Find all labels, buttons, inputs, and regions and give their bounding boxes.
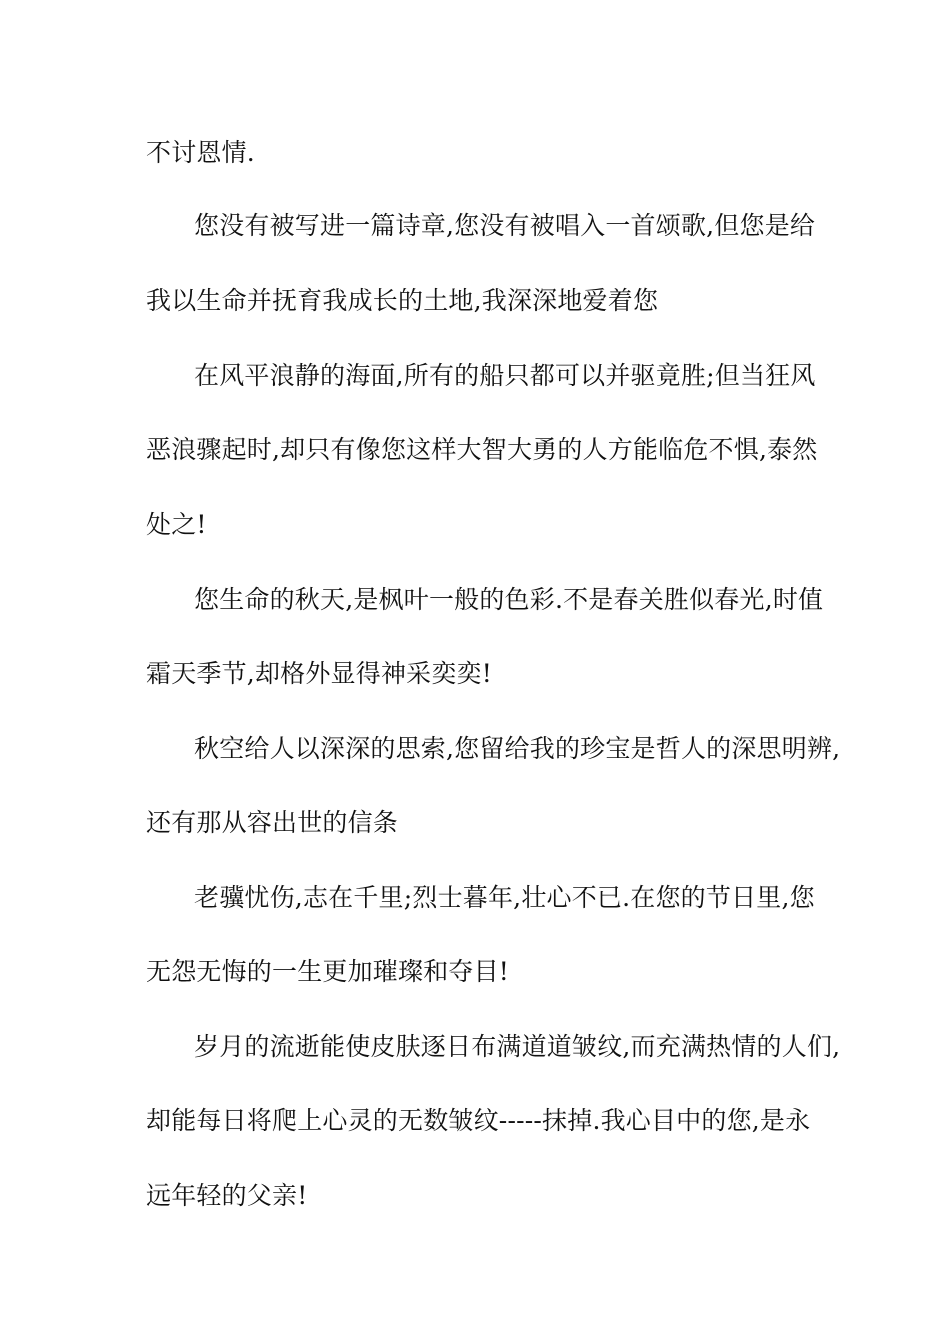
text-line-14: 却能每日将爬上心灵的无数皱纹-----抹掉.我心目中的您,是永 [146, 1106, 811, 1135]
text-line-1: 不讨恩情. [146, 138, 255, 167]
text-line-2: 您没有被写进一篇诗章,您没有被唱入一首颂歌,但您是给 [194, 211, 816, 240]
text-line-7: 您生命的秋天,是枫叶一般的色彩.不是春关胜似春光,时值 [194, 585, 824, 614]
text-line-10: 还有那从容出世的信条 [146, 808, 399, 837]
text-line-8: 霜天季节,却格外显得神采奕奕! [146, 659, 492, 688]
text-line-5: 恶浪骤起时,却只有像您这样大智大勇的人方能临危不惧,泰然 [146, 435, 818, 464]
text-line-3: 我以生命并抚育我成长的土地,我深深地爱着您 [146, 286, 659, 315]
text-line-11: 老骥忧伤,志在千里;烈士暮年,壮心不已.在您的节日里,您 [194, 883, 815, 912]
text-line-9: 秋空给人以深深的思索,您留给我的珍宝是哲人的深思明辨, [194, 734, 841, 763]
text-line-4: 在风平浪静的海面,所有的船只都可以并驱竟胜;但当狂风 [194, 361, 816, 390]
text-line-6: 处之! [146, 510, 207, 539]
text-line-15: 远年轻的父亲! [146, 1181, 308, 1210]
text-line-12: 无怨无悔的一生更加璀璨和夺目! [146, 957, 510, 986]
text-line-13: 岁月的流逝能使皮肤逐日布满道道皱纹,而充满热情的人们, [194, 1032, 841, 1061]
